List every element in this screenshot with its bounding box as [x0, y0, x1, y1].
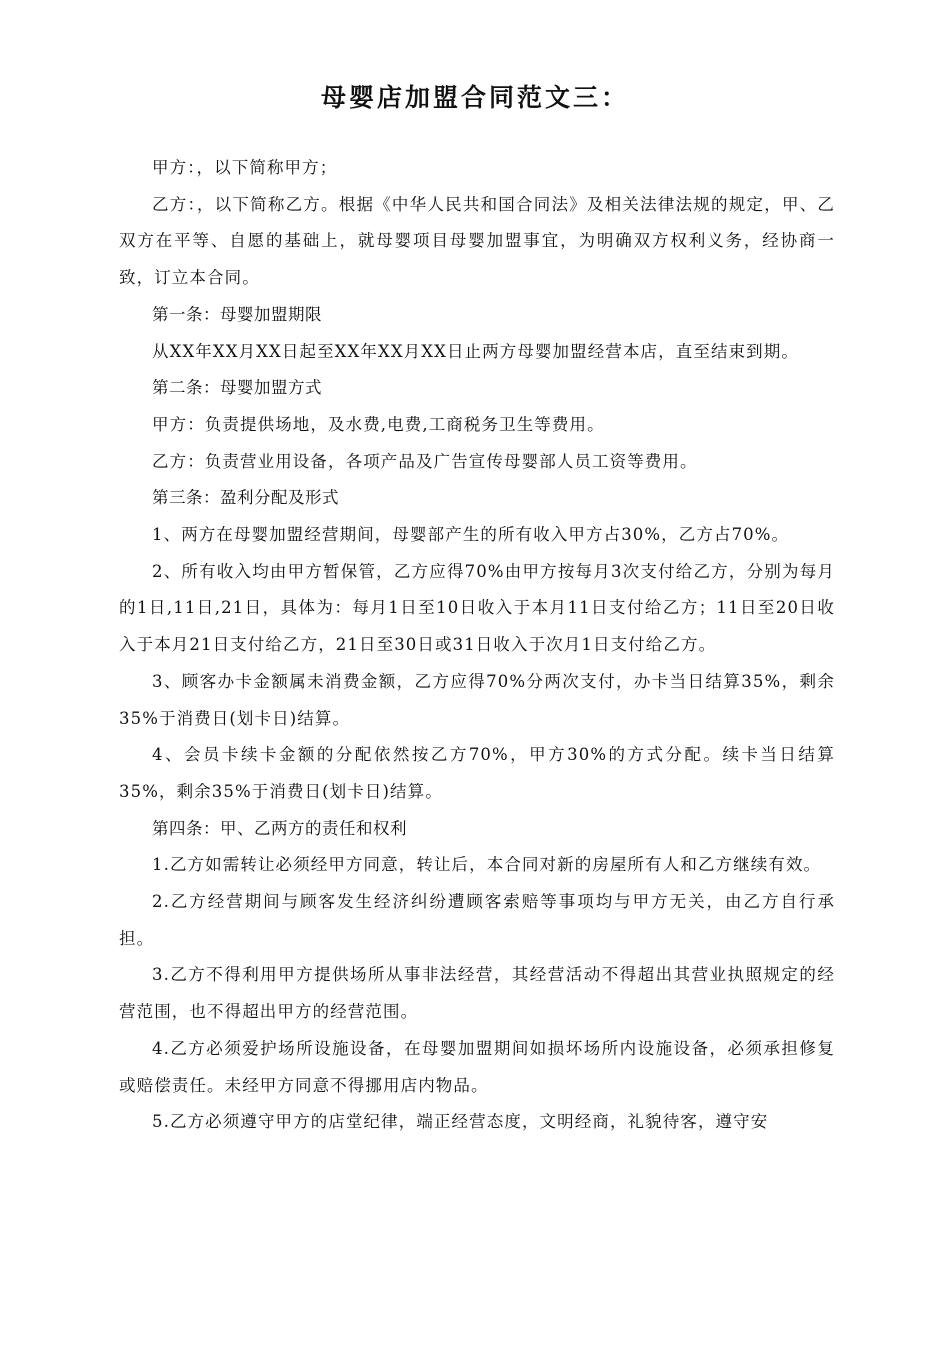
- article-2-party-a: 甲方：负责提供场地，及水费,电费,工商税务卫生等费用。: [152, 414, 605, 434]
- article-3-item-2: 2、所有收入均由甲方暂保管，乙方应得70%由甲方按每月3次支付给乙方，分别为每月的1日,11日,21日，具体为：每月1日至10日收入于本月11日支付给乙方；11日至20日收入于本月21日支付给乙方，21日至30日或31日收入于次月1日支付给乙方。: [119, 561, 835, 655]
- article-4-item-4: 4.乙方必须爱护场所设施设备，在母婴加盟期间如损坏场所内设施设备，必须承担修复或赔偿责任。未经甲方同意不得挪用店内物品。: [119, 1038, 835, 1095]
- article-4-item-5: 5.乙方必须遵守甲方的店堂纪律，端正经营态度，文明经商，礼貌待客，遵守安: [152, 1112, 769, 1132]
- article-4-item-2: 2.乙方经营期间与顾客发生经济纠纷遭顾客索赔等事项均与甲方无关，由乙方自行承担。: [119, 892, 835, 948]
- article-4-heading: 第四条：甲、乙两方的责任和权利: [152, 818, 407, 838]
- article-1-term: 从XX年XX月XX日起至XX年XX月XX日止两方母婴加盟经营本店，直至结束到期。: [152, 341, 799, 361]
- article-3-item-4: 4、会员卡续卡金额的分配依然按乙方70%，甲方30%的方式分配。续卡当日结算35%，剩余35%于消费日(划卡日)结算。: [119, 745, 835, 801]
- article-3-item-1: 1、两方在母婴加盟经营期间，母婴部产生的所有收入甲方占30%，乙方占70%。: [152, 525, 790, 545]
- paragraph-party-b-intro: 乙方：，以下简称乙方。根据《中华人民共和国合同法》及相关法律法规的规定，甲、乙双方在平等、自愿的基础上，就母婴项目母婴加盟事宜，为明确双方权利义务，经协商一致，订立本合同。: [119, 194, 835, 288]
- article-4-item-1: 1.乙方如需转让必须经甲方同意，转让后，本合同对新的房屋所有人和乙方继续有效。: [152, 855, 822, 875]
- document-body: [119, 150, 835, 1141]
- paragraph-party-a: 甲方：，以下简称甲方；: [152, 158, 338, 177]
- document-title: 母婴店加盟合同范文三：: [320, 83, 629, 112]
- article-1-heading: 第一条：母婴加盟期限: [152, 304, 322, 324]
- article-3-item-3: 3、顾客办卡金额属未消费金额，乙方应得70%分两次支付，办卡当日结算35%，剩余35%于消费日(划卡日)结算。: [119, 671, 835, 728]
- article-2-party-b: 乙方：负责营业用设备，各项产品及广告宣传母婴部人员工资等费用。: [152, 451, 698, 471]
- article-2-heading: 第二条：母婴加盟方式: [152, 378, 322, 398]
- article-4-item-3: 3.乙方不得利用甲方提供场所从事非法经营，其经营活动不得超出其营业执照规定的经营范围，也不得超出甲方的经营范围。: [119, 965, 835, 1022]
- article-3-heading: 第三条：盈利分配及形式: [152, 488, 339, 508]
